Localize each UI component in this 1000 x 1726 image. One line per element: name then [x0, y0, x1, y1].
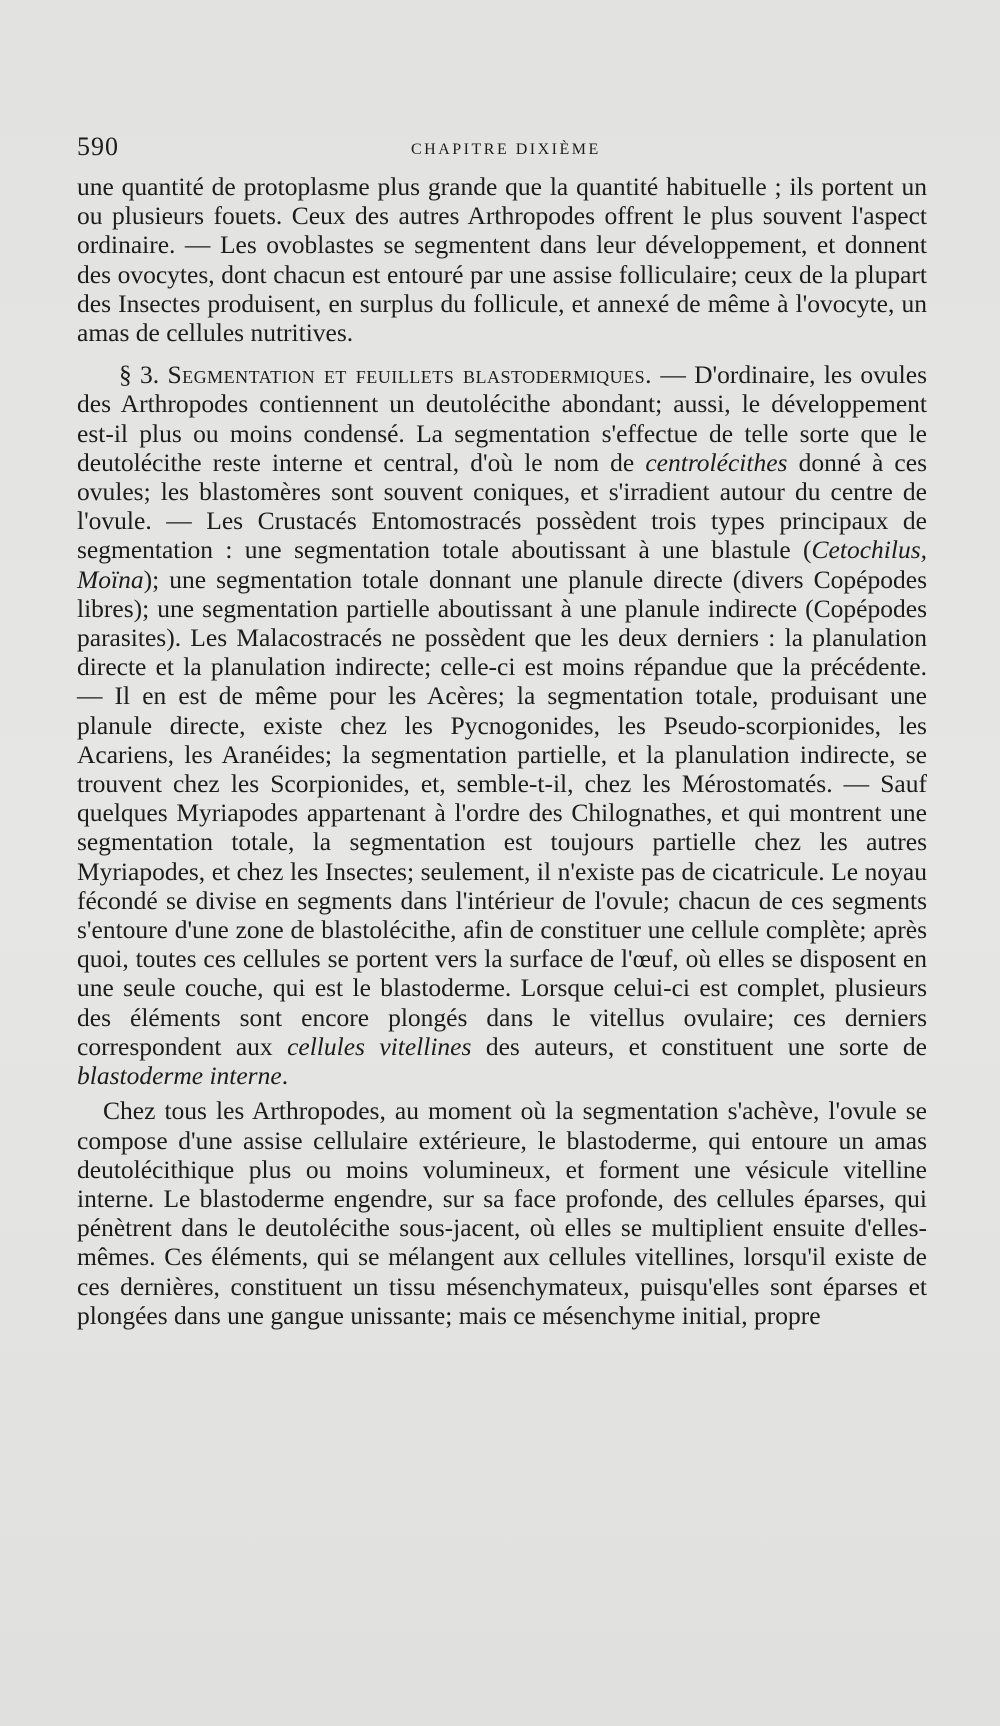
paragraph-blastoderm: Chez tous les Arthropodes, au moment où la segmentation s'achève, l'ovule se compose d'une assise cellulaire extérieure, le blastoderme, qui entoure un amas deutolécithique plus ou moins volumineux, et forment une vésicule vitelline interne. Le blastoderme engendre, sur sa face profonde, des cellules éparses, qui pénètrent dans le deutolécithe sous-jacent, où elles se multiplient ensuite d'elles-mêmes. Ces éléments, qui se mélangent aux cellules vitellines, lorsqu'il existe de ces dernières, constituent un tissu mésenchymateux, puisqu'elles sont éparses et plongées dans une gangue unissante; mais ce mésenchyme initial, propre: [77, 1096, 927, 1330]
text-run: donné à ces ovules; les blastomères sont souvent coniques, et s'irradient autour du centre de l'ovule. — Les Crustacés Entomostracés possèdent trois types principaux de segmentation : une segmentation totale aboutissant à une blastule (: [77, 447, 927, 565]
body-text: [77, 172, 927, 1330]
italic-term: cellules vitellines: [287, 1031, 472, 1061]
paragraph-ovoblasts: une quantité de protoplasme plus grande que la quantité habituelle ; ils portent un ou plusieurs fouets. Ceux des autres Arthropodes offrent le plus souvent l'aspect ordinaire. — Les ovoblastes se segmentent dans leur développement, et donnent des ovocytes, dont chacun est entouré par une assise folliculaire; ceux de la plupart des Insectes produisent, en surplus du follicule, et annexé de même à l'ovocyte, un amas de cellules nutritives.: [77, 172, 927, 348]
page-number: 590: [77, 132, 119, 161]
text-run: — D'ordinaire, les ovules des Arthropodes contiennent un deutolécithe abondant; aussi, le développement est-il plus ou moins condensé. La segmentation s'effectue de telle sorte que le deutolécithe reste interne et central, d'où le nom de: [77, 360, 927, 477]
italic-term: centrolécithes: [645, 447, 788, 477]
text-run: des auteurs, et constituent une sorte de: [471, 1031, 928, 1061]
section-number: § 3.: [119, 360, 160, 390]
page-header: [77, 132, 927, 168]
paragraph-segmentation: [77, 360, 927, 1090]
italic-term: blastoderme interne: [77, 1061, 282, 1091]
text-run: ); une segmentation totale donnant une planule directe (divers Copépodes libres); une segmentation partielle aboutissant à une planule indirecte (Copépodes parasites). Les Malacostracés ne possèdent que les deux derniers : la planulation directe et la planulation indirecte; celle-ci est moins répandue que la précédente. — Il en est de même pour les Acères; la segmentation totale, produisant une planule directe, existe chez les Pycnogonides, les Pseudo-scorpionides, les Acariens, les Aranéides; la segmentation partielle, et la planulation indirecte, se trouvent chez les Scorpionides, et, semble-t-il, chez les Mérostomatés. — Sauf quelques Myriapodes appartenant à l'ordre des Chilognathes, et qui montrent une segmentation totale, la segmentation est toujours partielle chez les autres Myriapodes, et chez les Insectes; seulement, il n'existe pas de cicatricule. Le noyau fécondé se divise en segments dans l'intérieur de l'ovule; chacun de ces segments s'entoure d'une zone de blastolécithe, afin de constituer une cellule complète; après quoi, toutes ces cellules se portent vers la surface de l'œuf, où elles se disposent en une seule couche, qui est le blastoderme. Lorsque celui-ci est complet, plusieurs des éléments sont encore plongés dans le vitellus ovulaire; ces derniers correspondent aux: [77, 564, 927, 1061]
running-title: CHAPITRE DIXIÈME: [411, 141, 601, 158]
text-run: .: [281, 1061, 289, 1091]
section-title: Segmentation et feuillets blastodermiques.: [167, 360, 653, 390]
italic-term: Cetochilus, Moïna: [77, 535, 927, 594]
